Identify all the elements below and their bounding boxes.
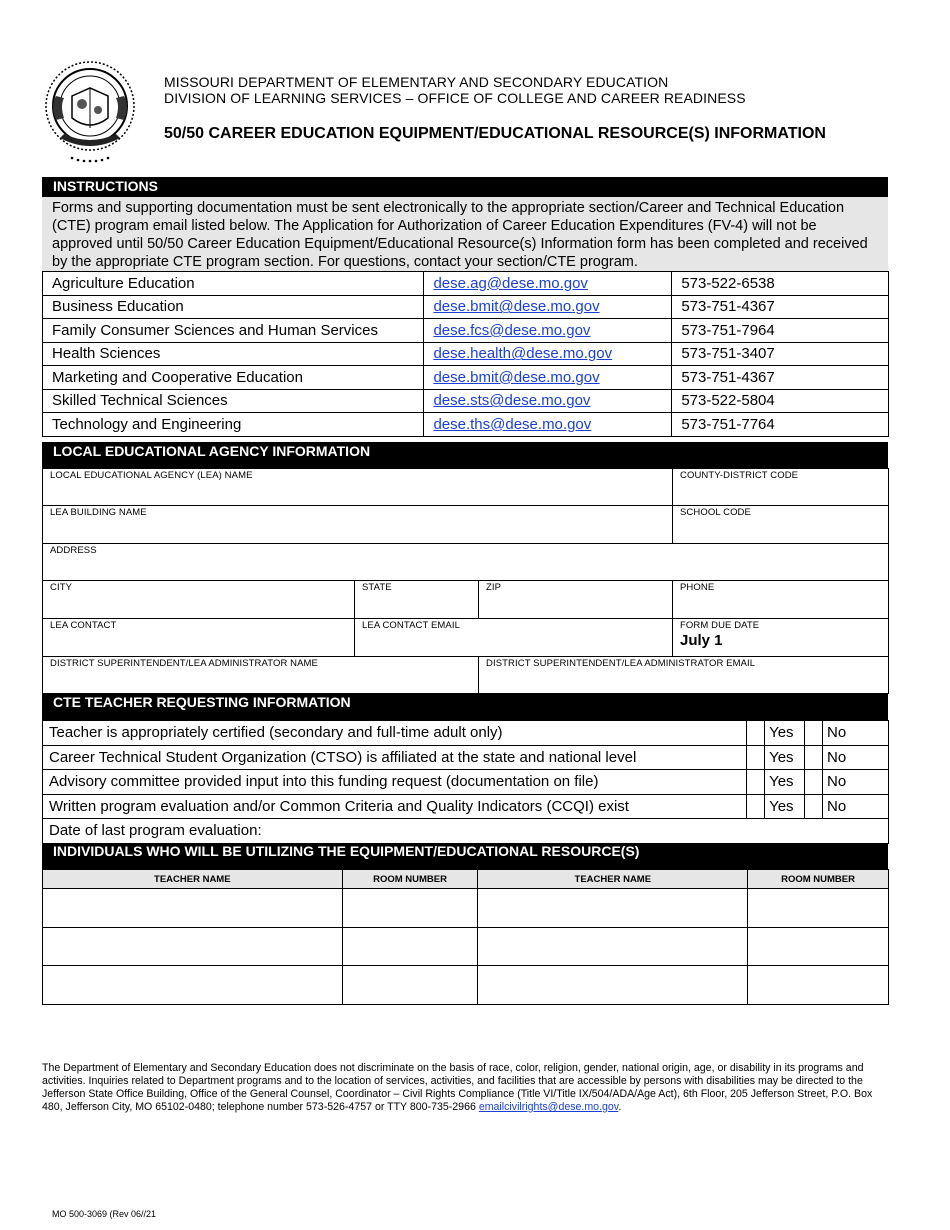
- program-name: Marketing and Cooperative Education: [43, 366, 424, 390]
- room-number-input[interactable]: [342, 889, 478, 928]
- individuals-heading: INDIVIDUALS WHO WILL BE UTILIZING THE EQUIPMENT/EDUCATIONAL RESOURCE(S): [42, 843, 888, 869]
- superintendent-name-label: DISTRICT SUPERINTENDENT/LEA ADMINISTRATOR NAME: [50, 658, 318, 669]
- state-seal-icon: [42, 58, 138, 164]
- form-due-date-field: [672, 618, 889, 657]
- yes-checkbox[interactable]: [747, 770, 765, 795]
- superintendent-name-field[interactable]: [42, 656, 479, 694]
- instructions-text: Forms and supporting documentation must be sent electronically to the appropriate section/Career and Technical Education (CTE) program email listed below. The Application for Authorization of Career Education Expenditures (FV-4) will not be approved until 50/50 Career Education Equipment/Educational Resource(s) Information form has been completed and received by the appropriate CTE program section. For questions, contact your section/CTE program.: [42, 197, 888, 271]
- phone-field[interactable]: [672, 580, 889, 619]
- address-label: ADDRESS: [50, 545, 97, 556]
- last-evaluation-row[interactable]: [43, 819, 889, 844]
- lea-building-field[interactable]: [42, 505, 673, 544]
- civil-rights-email-link[interactable]: emailcivilrights@dese.mo.gov: [478, 1101, 619, 1113]
- city-field[interactable]: [42, 580, 355, 619]
- county-district-code-field[interactable]: [672, 468, 889, 506]
- program-name: Family Consumer Sciences and Human Services: [43, 319, 424, 343]
- no-label: No: [823, 770, 889, 795]
- lea-contact-email-label: LEA CONTACT EMAIL: [362, 620, 460, 631]
- program-phone: 573-522-6538: [672, 272, 889, 296]
- form-number: MO 500-3069 (Rev 06//21: [52, 1209, 157, 1219]
- program-email-link[interactable]: dese.ths@dese.mo.gov: [433, 415, 592, 433]
- room-number-input[interactable]: [342, 927, 478, 966]
- question-text: Teacher is appropriately certified (secondary and full-time adult only): [43, 721, 747, 746]
- room-number-input[interactable]: [748, 966, 889, 1005]
- instructions-heading: INSTRUCTIONS: [42, 177, 888, 197]
- school-code-label: SCHOOL CODE: [680, 507, 751, 518]
- county-district-code-label: COUNTY-DISTRICT CODE: [680, 470, 799, 481]
- question-row: [43, 794, 889, 819]
- superintendent-email-label: DISTRICT SUPERINTENDENT/LEA ADMINISTRATOR EMAIL: [486, 658, 756, 669]
- room-number-input[interactable]: [748, 889, 889, 928]
- state-field[interactable]: [354, 580, 479, 619]
- teacher-name-input[interactable]: [43, 966, 343, 1005]
- city-label: CITY: [50, 582, 73, 593]
- program-contacts-table: [42, 271, 889, 437]
- teacher-name-input[interactable]: [478, 889, 748, 928]
- question-text: Written program evaluation and/or Common Criteria and Quality Indicators (CCQI) exist: [43, 794, 747, 819]
- program-name: Agriculture Education: [43, 272, 424, 296]
- address-field[interactable]: [42, 543, 889, 581]
- yes-checkbox[interactable]: [747, 745, 765, 770]
- last-evaluation-label: Date of last program evaluation:: [43, 819, 889, 844]
- state-label: STATE: [362, 582, 392, 593]
- program-email-link[interactable]: dese.health@dese.mo.gov: [433, 345, 613, 363]
- teacher-name-input[interactable]: [43, 927, 343, 966]
- division-name: DIVISION OF LEARNING SERVICES – OFFICE OF COLLEGE AND CAREER READINESS: [164, 90, 746, 106]
- question-row: [43, 721, 889, 746]
- question-text: Career Technical Student Organization (CTSO) is affiliated at the state and national level: [43, 745, 747, 770]
- question-text: Advisory committee provided input into this funding request (documentation on file): [43, 770, 747, 795]
- lea-heading: LOCAL EDUCATIONAL AGENCY INFORMATION: [42, 442, 888, 468]
- program-email-link[interactable]: dese.fcs@dese.mo.gov: [433, 321, 591, 339]
- yes-checkbox[interactable]: [747, 794, 765, 819]
- yes-label: Yes: [765, 721, 805, 746]
- program-row: [43, 342, 889, 366]
- lea-name-label: LOCAL EDUCATIONAL AGENCY (LEA) NAME: [50, 470, 253, 481]
- cte-teacher-heading: CTE TEACHER REQUESTING INFORMATION: [42, 693, 888, 720]
- program-name: Skilled Technical Sciences: [43, 389, 424, 413]
- program-email-link[interactable]: dese.bmit@dese.mo.gov: [433, 298, 600, 316]
- no-label: No: [823, 721, 889, 746]
- room-number-input[interactable]: [342, 966, 478, 1005]
- form-title: 50/50 CAREER EDUCATION EQUIPMENT/EDUCATIONAL RESOURCE(S) INFORMATION: [164, 125, 826, 142]
- zip-field[interactable]: [478, 580, 673, 619]
- lea-name-field[interactable]: [42, 468, 673, 506]
- program-row: [43, 389, 889, 413]
- program-row: [43, 366, 889, 390]
- program-phone: 573-751-4367: [672, 295, 889, 319]
- program-phone: 573-522-5804: [672, 389, 889, 413]
- program-row: [43, 295, 889, 319]
- teacher-questions-table: [42, 720, 889, 844]
- teacher-name-header: TEACHER NAME: [478, 870, 748, 889]
- zip-label: ZIP: [486, 582, 502, 593]
- program-row: [43, 413, 889, 437]
- program-email-link[interactable]: dese.sts@dese.mo.gov: [433, 392, 591, 410]
- table-row: [43, 927, 889, 966]
- room-number-header: ROOM NUMBER: [748, 870, 889, 889]
- department-name: MISSOURI DEPARTMENT OF ELEMENTARY AND SECONDARY EDUCATION: [164, 74, 669, 90]
- no-label: No: [823, 794, 889, 819]
- program-phone: 573-751-7964: [672, 319, 889, 343]
- question-row: [43, 745, 889, 770]
- no-checkbox[interactable]: [805, 721, 823, 746]
- notice-text: The Department of Elementary and Secondary Education does not discriminate on the basis of race, color, religion, gender, national origin, age, or disability in its programs and activities. Inquiries related to Department programs and to the location of services, activities, and facilities that are accessible by persons with disabilities may be directed to the Jefferson State Office Building, Office of the General Counsel, Coordinator – Civil Rights Compliance (Title VI/Title IX/504/ADA/Age Act), 6th Floor, 205 Jefferson Street, P.O. Box 480, Jefferson City, MO 65102-0480; telephone number 573-526-4757 or TTY 800-735-2966: [42, 1062, 873, 1113]
- program-name: Business Education: [43, 295, 424, 319]
- program-row: [43, 319, 889, 343]
- phone-label: PHONE: [680, 582, 715, 593]
- program-phone: 573-751-4367: [672, 366, 889, 390]
- teacher-name-input[interactable]: [478, 966, 748, 1005]
- yes-checkbox[interactable]: [747, 721, 765, 746]
- teacher-name-input[interactable]: [478, 927, 748, 966]
- form-due-date-label: FORM DUE DATE: [680, 620, 760, 631]
- non-discrimination-notice: The Department of Elementary and Secondary Education does not discriminate on the basis of race, color, religion, gender, national origin, age, or disability in its programs and activities. Inquiries related to Department programs and to the location of services, activities, and facilities that are accessible by persons with disabilities may be directed to the Jefferson State Office Building, Office of the General Counsel, Coordinator – Civil Rights Compliance (Title VI/Title IX/504/ADA/Age Act), 6th Floor, 205 Jefferson Street, P.O. Box 480, Jefferson City, MO 65102-0480; telephone number 573-526-4757 or TTY 800-735-2966 emailcivilrights@dese.mo.gov.: [42, 1062, 873, 1113]
- no-checkbox[interactable]: [805, 745, 823, 770]
- form-due-date-value: July 1: [680, 632, 723, 649]
- program-name: Technology and Engineering: [43, 413, 424, 437]
- room-number-header: ROOM NUMBER: [342, 870, 478, 889]
- room-number-input[interactable]: [748, 927, 889, 966]
- superintendent-email-field[interactable]: [478, 656, 889, 694]
- lea-contact-field[interactable]: [42, 618, 355, 657]
- lea-contact-label: LEA CONTACT: [50, 620, 117, 631]
- program-row: [43, 272, 889, 296]
- program-name: Health Sciences: [43, 342, 424, 366]
- school-code-field[interactable]: [672, 505, 889, 544]
- yes-label: Yes: [765, 745, 805, 770]
- no-label: No: [823, 745, 889, 770]
- lea-building-label: LEA BUILDING NAME: [50, 507, 147, 518]
- yes-label: Yes: [765, 770, 805, 795]
- no-checkbox[interactable]: [805, 794, 823, 819]
- question-row: [43, 770, 889, 795]
- program-phone: 573-751-3407: [672, 342, 889, 366]
- program-email-link[interactable]: dese.bmit@dese.mo.gov: [433, 368, 600, 386]
- yes-label: Yes: [765, 794, 805, 819]
- teacher-name-input[interactable]: [43, 889, 343, 928]
- table-row: [43, 889, 889, 928]
- table-row: [43, 966, 889, 1005]
- teacher-name-header: TEACHER NAME: [43, 870, 343, 889]
- lea-contact-email-field[interactable]: [354, 618, 673, 657]
- program-email-link[interactable]: dese.ag@dese.mo.gov: [433, 274, 588, 292]
- program-phone: 573-751-7764: [672, 413, 889, 437]
- individuals-table: [42, 869, 889, 1005]
- no-checkbox[interactable]: [805, 770, 823, 795]
